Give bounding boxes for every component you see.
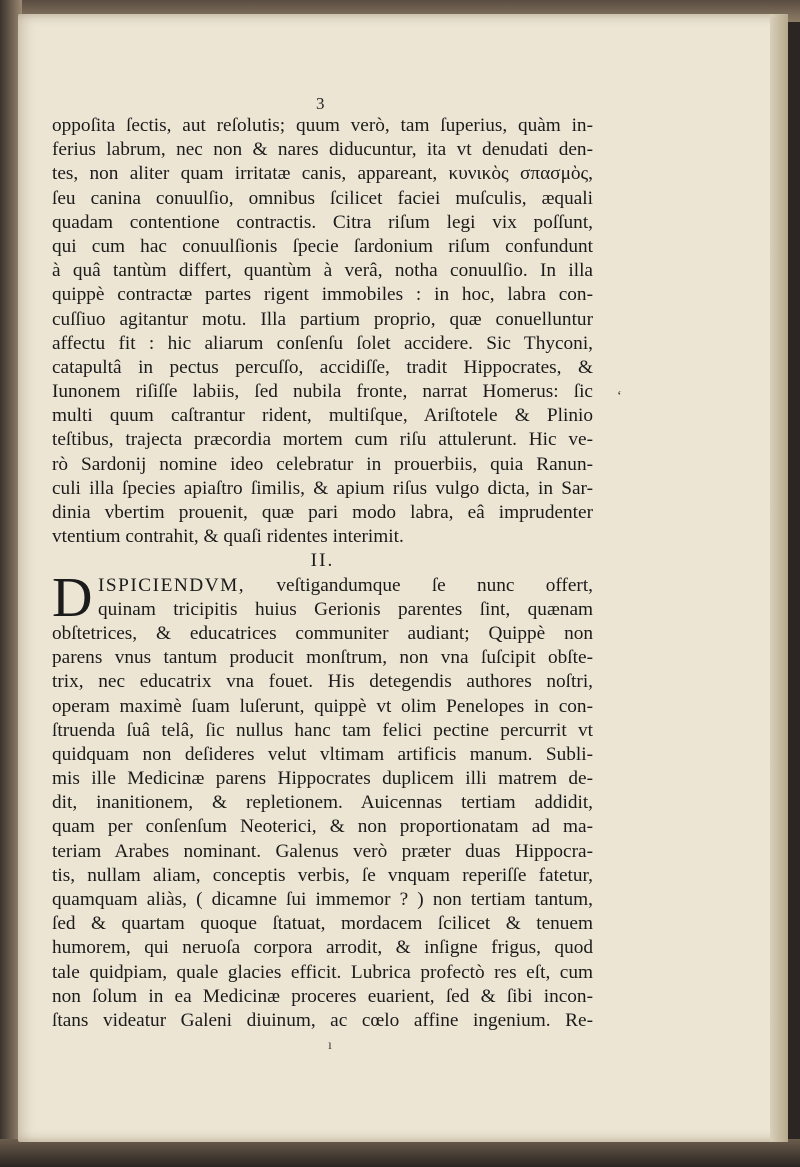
text-line: quam per conſenſum Neoterici, & non proportionatam ad ma-	[52, 816, 593, 838]
text-line: ferius labrum, nec non & nares diducuntur, ita vt denudati den-	[52, 139, 593, 161]
text-line: Iunonem riſiſſe labiis, ſed nubila fronte, narrat Homerus: ſic	[52, 381, 593, 403]
text-line: multi quum caſtrantur rident, multiſque, Ariſtotele & Plinio	[52, 405, 593, 427]
text-line: obſtetrices, & educatrices communiter audiant; Quippè non	[52, 622, 593, 644]
page-number: 3	[316, 94, 325, 113]
paragraph-1	[52, 114, 593, 549]
text-line: rò Sardonij nomine ideo celebratur in prouerbiis, quia Ranun-	[52, 453, 593, 475]
text-line: dit, inanitionem, & repletionem. Auicennas tertiam addidit,	[52, 792, 593, 814]
text-line: tale quidpiam, quale glacies efficit. Lubrica profectò res eſt, cum	[52, 961, 593, 983]
text-line: teſtibus, trajecta præcordia mortem cum riſu attulerunt. Hic ve-	[52, 429, 593, 451]
paragraph-2	[52, 566, 593, 1034]
text-line: non ſolum in ea Medicinæ proceres euarient, ſed & ſibi incon-	[52, 985, 593, 1007]
text-line: quamquam aliàs, ( dicamne ſui immemor ? ) non tertiam tantum,	[52, 889, 593, 910]
text-line: ſtruenda ſuâ telâ, ſic nullus hanc tam felici pectine percurrit vt	[52, 719, 593, 741]
margin-mark: ʻ	[617, 389, 622, 404]
text-line: teriam Arabes nominant. Galenus verò præter duas Hippocra-	[52, 840, 593, 862]
drop-cap: D	[52, 566, 93, 629]
text-line: mis ille Medicinæ parens Hippocrates duplicem illi matrem de-	[52, 768, 593, 790]
opening-word: ISPICIENDVM,	[98, 574, 246, 596]
text-line: quidquam non deſideres velut vltimam artificis manum. Subli-	[52, 743, 593, 765]
book-bottom-edge	[0, 1139, 800, 1167]
text-line: cuſſiuo agitantur motu. Illa partium proprio, quæ conuelluntur	[52, 308, 593, 330]
text-line: parens vnus tantum producit monſtrum, non vna ſuſcipit obſte-	[52, 647, 593, 669]
text-line: oppoſita ſectis, aut reſolutis; quum verò, tam ſuperius, quàm in-	[52, 115, 593, 136]
text-line: catapultâ in pectus percuſſo, accidiſſe, tradit Hippocrates, &	[52, 356, 593, 378]
text-line: culi illa ſpecies apiaſtro ſimilis, & apium riſus vulgo dicta, in Sar-	[52, 477, 593, 499]
text-line: quadam contentione contractis. Citra riſum legi vix poſſunt,	[52, 211, 593, 233]
text-line: dinia vbertim prouenit, quæ pari modo labra, eâ imprudenter	[52, 502, 593, 523]
text-line: trix, nec educatrix vna fouet. His detegendis authores noſtri,	[52, 671, 593, 693]
text-line: affectu fit : hic aliarum conſenſu ſolet accidere. Sic Thyconi,	[52, 332, 593, 354]
text-line: quippè contractæ partes rigent immobiles : in hoc, labra con-	[52, 284, 593, 306]
text-line: tes, non aliter quam irritatæ canis, appareant, κυνικὸς σπασμὸς,	[52, 163, 593, 185]
text-line: ſeu canina conuulſio, omnibus ſcilicet faciei muſculis, æquali	[52, 187, 593, 209]
text-line: operam maximè ſuam luſerunt, quippè vt olim Penelopes in con-	[52, 695, 593, 717]
text-line: ſtans videatur Galeni diuinum, ac cœlo affine ingenium. Re-	[52, 1009, 593, 1031]
text-line	[52, 574, 593, 598]
text-line: ſed & quartam quoque ſtatuat, mordacem ſcilicet & tenuem	[52, 913, 593, 935]
text-line: vtentium contrahit, & quaſi ridentes interimit.	[52, 526, 404, 548]
text-line: quinam tricipitis huius Gerionis parentes ſint, quænam	[98, 598, 593, 620]
stray-mark: ı	[328, 1038, 332, 1053]
text-line: tis, nullam aliam, conceptis verbis, ſe vnquam reperiſſe fatetur,	[52, 864, 593, 886]
page-right-edge	[770, 14, 788, 1142]
page-text	[52, 114, 593, 1033]
opening-line-rest: veſtigandumque ſe nunc offert,	[276, 574, 593, 596]
paragraph-2-body	[52, 622, 593, 1033]
text-line: qui cum hac conuulſionis ſpecie ſardonium riſum confundunt	[52, 235, 593, 257]
text-line: à quâ tantùm differt, quantùm à verâ, notha conuulſio. In illa	[52, 260, 593, 282]
text-line: humorem, qui neruoſa corpora arrodit, & inſigne frigus, quod	[52, 937, 593, 959]
section-heading: II.	[310, 550, 335, 572]
